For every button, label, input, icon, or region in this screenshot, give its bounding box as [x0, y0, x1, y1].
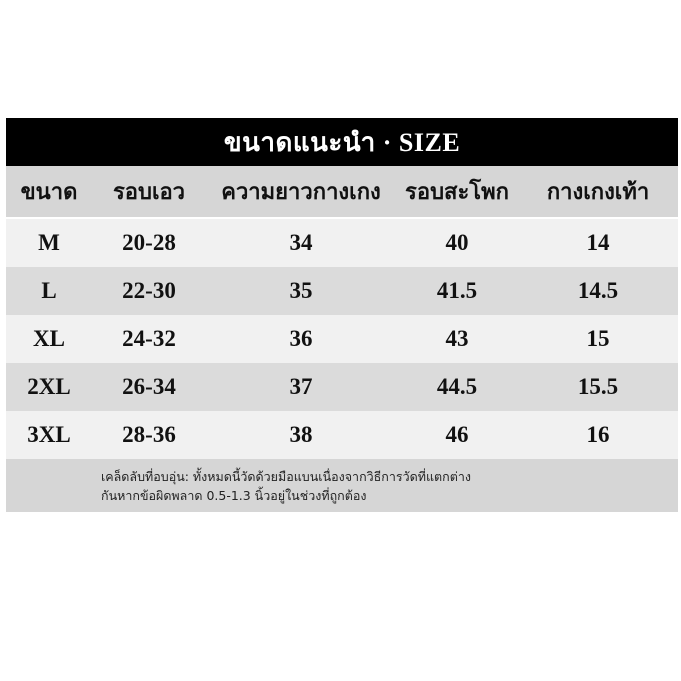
cell-leg-opening: 16	[586, 422, 610, 447]
header-pants-length: ความยาวกางเกง	[221, 179, 381, 204]
cell-waist: 28-36	[122, 422, 176, 447]
table-header-row	[6, 166, 678, 217]
cell-pants-length: 34	[289, 230, 313, 255]
cell-pants-length: 38	[289, 422, 313, 447]
cell-waist: 20-28	[122, 230, 176, 255]
cell-pants-length: 37	[289, 374, 313, 399]
header-waist: รอบเอว	[112, 179, 186, 204]
note-line-2: กันหากข้อผิดพลาด 0.5-1.3 นิ้วอยู่ในช่วงที่ถูกต้อง	[101, 487, 367, 503]
header-size: ขนาด	[20, 179, 78, 204]
cell-leg-opening: 15	[586, 326, 610, 351]
cell-size: L	[41, 278, 57, 303]
size-chart	[6, 118, 678, 512]
cell-size: M	[38, 230, 60, 255]
table-row	[6, 411, 678, 459]
cell-hip: 41.5	[436, 278, 478, 303]
measurement-note	[6, 459, 678, 512]
size-chart-title: ขนาดแนะนำ · SIZE	[6, 118, 678, 166]
cell-leg-opening: 14	[586, 230, 610, 255]
cell-hip: 43	[445, 326, 469, 351]
note-line-1: เคล็ดลับที่อบอุ่น: ทั้งหมดนี้วัดด้วยมือแบนเนื่องจากวิธีการวัดที่แตกต่าง	[101, 468, 471, 484]
cell-hip: 44.5	[436, 374, 478, 399]
cell-hip: 40	[445, 230, 469, 255]
header-leg-opening: กางเกงเท้า	[546, 179, 650, 204]
cell-leg-opening: 14.5	[577, 278, 619, 303]
cell-size: XL	[33, 326, 65, 351]
cell-pants-length: 36	[289, 326, 313, 351]
table-row	[6, 267, 678, 315]
cell-waist: 24-32	[122, 326, 176, 351]
cell-pants-length: 35	[289, 278, 313, 303]
table-row	[6, 315, 678, 363]
header-hip: รอบสะโพก	[405, 179, 509, 204]
cell-waist: 26-34	[122, 374, 176, 399]
cell-size: 2XL	[27, 374, 71, 399]
cell-size: 3XL	[27, 422, 71, 447]
table-row	[6, 363, 678, 411]
cell-leg-opening: 15.5	[577, 374, 619, 399]
table-row	[6, 219, 678, 267]
cell-hip: 46	[445, 422, 469, 447]
cell-waist: 22-30	[122, 278, 176, 303]
